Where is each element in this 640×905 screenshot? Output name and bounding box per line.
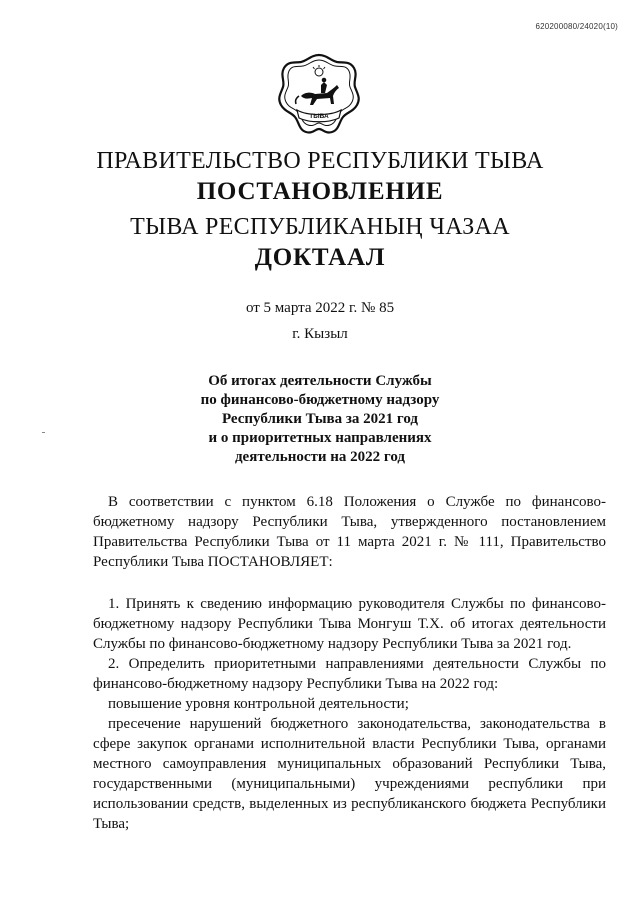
- decree-items: [93, 594, 606, 834]
- document-code: 620200080/24020(10): [535, 22, 618, 31]
- subject-line: Об итогах деятельности Службы: [208, 373, 432, 389]
- scan-artifact: [42, 432, 45, 433]
- decree-item: 1. Принять к сведению информацию руководителя Службы по финансово-бюджетному надзору Республики Тыва Монгуш Т.Х. об итогах деятельности Службы по финансово-бюджетному надзору Республики Тыва за 2021 год.: [93, 596, 606, 652]
- decree-title-ru: ПОСТАНОВЛЕНИЕ: [196, 178, 444, 205]
- subject-line: по финансово-бюджетному надзору: [200, 392, 440, 408]
- subject-line: Республики Тыва за 2021 год: [221, 411, 419, 427]
- decree-date-number: от 5 марта 2022 г. № 85: [245, 300, 395, 316]
- government-title-ru: ПРАВИТЕЛЬСТВО РЕСПУБЛИКИ ТЫВА: [96, 148, 544, 174]
- subject-line: и о приоритетных направлениях: [208, 430, 432, 446]
- government-title-tyv: ТЫВА РЕСПУБЛИКАНЫҢ ЧАЗАА: [130, 214, 510, 240]
- decree-subject: [0, 372, 640, 467]
- svg-text:ТЫВА: ТЫВА: [309, 113, 329, 120]
- tyva-coat-of-arms-icon: [277, 52, 361, 136]
- decree-item: пресечение нарушений бюджетного законодательства, законодательства в сфере закупок органами исполнительной власти Республики Тыва, органами местного самоуправления муниципальных образований Республики Тыва, государственными (муниципальными) учреждениями республики при использовании средств, выделенных из республиканского бюджета Республики Тыва;: [93, 716, 606, 832]
- decree-item: повышение уровня контрольной деятельности;: [108, 696, 409, 712]
- preamble-paragraph: В соответствии с пунктом 6.18 Положения о Службе по финансово-бюджетному надзору Республики Тыва, утвержденного постановлением Правительства Республики Тыва от 11 марта 2021 г. № 111, Правительство Республики Тыва ПОСТАНОВЛЯЕТ:: [93, 494, 606, 570]
- decree-city: г. Кызыл: [292, 326, 348, 342]
- decree-item: 2. Определить приоритетными направлениями деятельности Службы по финансово-бюджетному надзору Республики Тыва на 2022 год:: [93, 656, 606, 692]
- subject-line: деятельности на 2022 год: [234, 449, 406, 465]
- decree-title-tyv: ДОКТААЛ: [254, 244, 386, 271]
